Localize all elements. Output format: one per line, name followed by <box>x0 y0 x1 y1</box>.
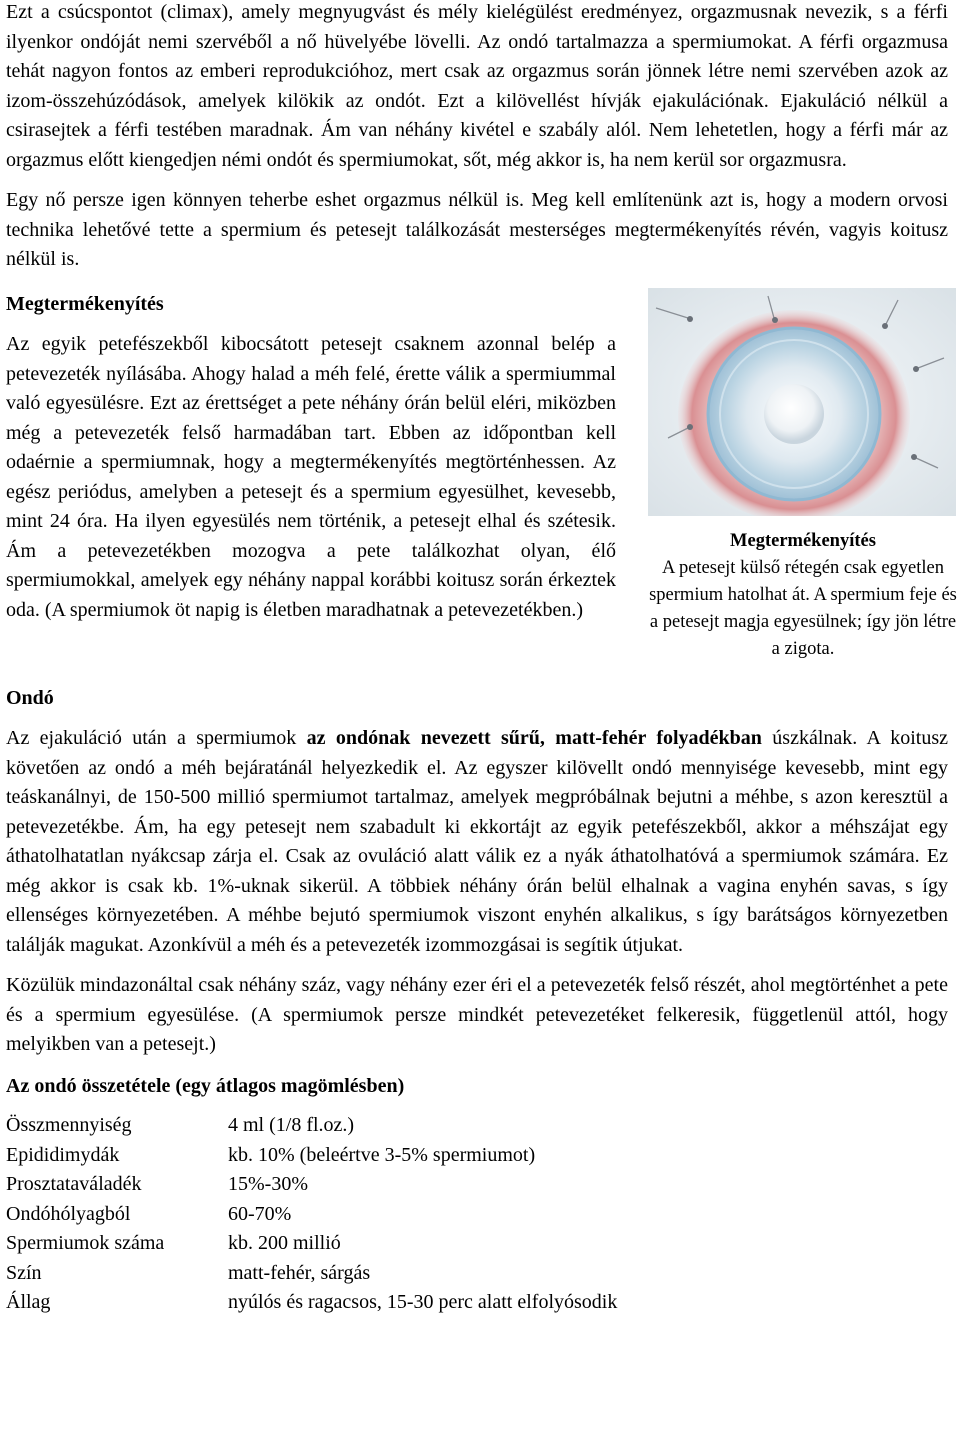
egg-cell-image <box>648 288 956 516</box>
composition-value: 4 ml (1/8 fl.oz.) <box>228 1114 355 1136</box>
caption-title: Megtermékenyítés <box>730 530 876 551</box>
semen-p1-start: Az ejakuláció után a spermiumok <box>6 727 307 749</box>
composition-label: Epididimydák <box>6 1143 120 1166</box>
semen-paragraph-2: Közülük mindazonáltal csak néhány száz, vagy néhány ezer éri el a petevezeték felső részét, ahol megtörténhet a pete és a spermium egyesülése. (A spermiumok persze mindkét petevezetéket felkeresik, függetlenül attól, hogy melyikben van a petesejt.) <box>6 974 948 1055</box>
composition-label: Szín <box>6 1261 42 1284</box>
intro-paragraph-2: Egy nő persze igen könnyen teherbe eshet orgazmus nélkül is. Meg kell említenünk azt is, hogy a modern orvosi technika lehetővé tette a spermium és petesejt találkozását mesterséges megtermékenyítés révén, vagyis koitusz nélkül is. <box>6 189 948 270</box>
composition-label: Spermiumok száma <box>6 1232 165 1254</box>
composition-value: 15%-30% <box>228 1173 308 1195</box>
composition-value: matt-fehér, sárgás <box>228 1261 371 1284</box>
composition-row <box>6 1111 948 1141</box>
composition-row <box>6 1141 948 1171</box>
composition-label: Prosztataváladék <box>6 1173 142 1195</box>
composition-value: kb. 200 millió <box>228 1232 341 1254</box>
caption-text: A petesejt külső rétegén csak egyetlen spermium hatolhat át. A spermium feje és a petesejt magja egyesülnek; így jön létre a zigota. <box>649 557 957 659</box>
semen-heading: Ondó <box>6 686 54 709</box>
figure-caption <box>648 528 958 663</box>
composition-value: nyúlós és ragacsos, 15-30 perc alatt elfolyósodik <box>228 1291 618 1313</box>
composition-value: kb. 10% (beleértve 3-5% spermiumot) <box>228 1143 536 1166</box>
composition-row <box>6 1200 948 1230</box>
composition-table <box>6 1111 948 1318</box>
composition-row <box>6 1229 948 1259</box>
fertilization-section <box>6 290 957 680</box>
composition-label: Állag <box>6 1291 51 1313</box>
composition-label: Ondóhólyagból <box>6 1202 131 1225</box>
egg-cell-illustration <box>648 288 956 516</box>
intro-paragraph-1: Ezt a csúcspontot (climax), amely megnyugvást és mély kielégülést eredményez, orgazmusnak nevezik, s a férfi ilyenkor ondóját nemi szervéből a nő hüvelyébe lövelli. Az ondó tartalmazza a spermiumokat. A férfi orgazmusa tehát nagyon fontos az emberi reprodukcióhoz, mert csak az orgazmus során jönnek létre nemi szervében azok az izom-összehúzódások, amelyek kilökik az ondót. Ezt a kilövellést hívják ejakulációnak. Ejakuláció nélkül a csirasejtek a férfi testében maradnak. Ám van néhány kivétel e szabály alól. Nem lehetetlen, hogy a férfi már az orgazmus előtt kiengedjen némi ondót és spermiumokat, sőt, még akkor is, ha nem kerül sor orgazmusra. <box>6 1 948 171</box>
semen-p1-bold: az ondónak nevezett sűrű, matt-fehér folyadékban <box>306 727 762 749</box>
semen-p1-rest: úszkálnak. A koitusz követően az ondó a méh bejáratánál helyezkedik el. Az egyszer kilövellt ondó mennyisége kevesebb, mint egy teáskanálnyi, de 150-500 millió spermiumot tartalmaz, amelyek megpróbálnak bejutni a méhbe, s azon keresztül a petevezetékbe. Ám, ha egy petesejt nem szabadult ki ekkortájt az egyik petefészekből, akkor a méhszájat egy áthatolhatatlan nyákcsap zárja el. Csak az ovuláció alatt válik ez a nyák áthatolhatóvá a spermiumok számára. Ez még akkor is csak kb. 1%-uknak sikerül. A többiek néhány órán belül elhalnak a vagina enyhén savas, s így ellenséges környezetében. A méhbe bejutó spermiumok viszont enyhén alkalikus, s így barátságos környezetben találják magukat. Azonkívül a méh és a petevezeték izommozgásai is segítik útjukat. <box>6 727 948 956</box>
fertilization-heading: Megtermékenyítés <box>6 292 164 315</box>
composition-row <box>6 1288 948 1318</box>
fertilization-figure <box>648 288 958 663</box>
semen-paragraph-1 <box>6 724 948 960</box>
composition-row <box>6 1170 948 1200</box>
composition-row <box>6 1259 948 1289</box>
composition-label: Összmennyiség <box>6 1114 132 1136</box>
document-page <box>6 0 957 1318</box>
fertilization-paragraph: Az egyik petefészekből kibocsátott petesejt csaknem azonnal belép a petevezeték nyílásába. Ahogy halad a méh felé, érette válik a spermiummal való egyesülésre. Ezt az érettséget a pete néhány órán belül eléri, miközben még a petevezeték felső harmadában tart. Ebben az időpontban kell odaérnie a spermiumnak, hogy a megtermékenyítés megtörténhessen. Az egész periódus, amelyben a petesejt és a spermium egyesülhet, kevesebb, mint 24 óra. Ha ilyen egyesülés nem történik, a petesejt elhal és szétesik. Ám a petevezetékben mozogva a pete találkozhat olyan, élő spermiumokkal, amelyek egy néhány nappal korábbi koitusz során érkeztek oda. (A spermiumok öt napig is életben maradhatnak a petevezetékben.) <box>6 333 616 621</box>
composition-heading: Az ondó összetétele (egy átlagos magömlésben) <box>6 1074 405 1097</box>
composition-value: 60-70% <box>228 1202 292 1225</box>
